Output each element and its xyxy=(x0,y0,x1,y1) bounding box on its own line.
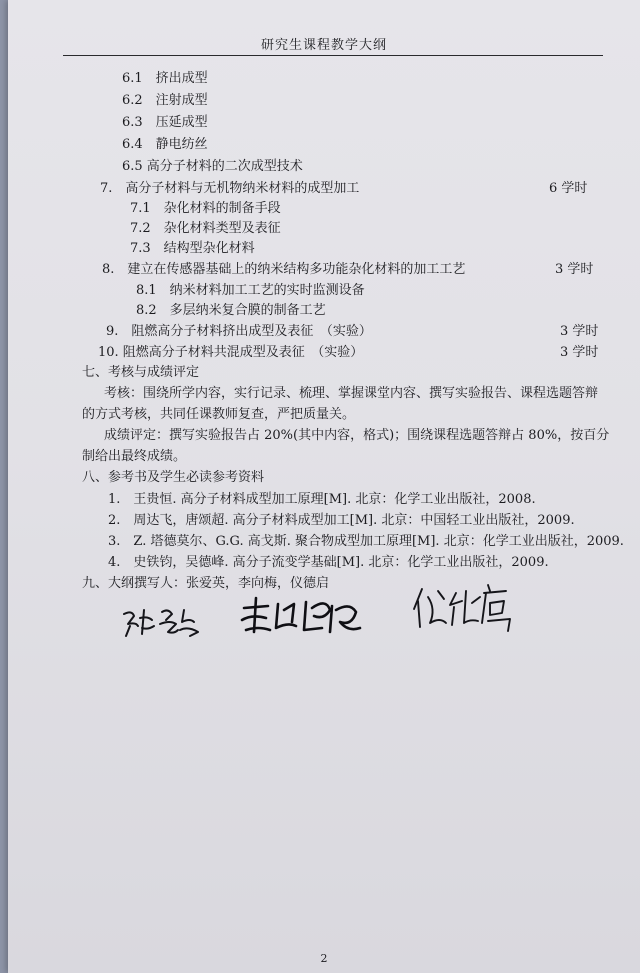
outline-item: 8. 建立在传感器基础上的纳米结构多功能杂化材料的加工工艺 xyxy=(102,262,466,277)
outline-item: 6.3 压延成型 xyxy=(122,115,208,130)
outline-hours: 3 学时 xyxy=(555,262,594,277)
outline-item: 7.3 结构型杂化材料 xyxy=(130,241,255,256)
signature-yi-deqi xyxy=(410,578,520,638)
outline-item: 9. 阻燃高分子材料挤出成型及表征 （实验） xyxy=(106,324,372,339)
assessment-method-line: 的方式考核，共同任课教师复查，严把质量关。 xyxy=(82,407,356,422)
outline-item: 10. 阻燃高分子材料共混成型及表征 （实验） xyxy=(98,345,364,360)
section-heading-references: 八、参考书及学生必读参考资料 xyxy=(82,470,265,485)
outline-item: 6.5 高分子材料的二次成型技术 xyxy=(122,159,303,174)
section-heading-assessment: 七、考核与成绩评定 xyxy=(82,365,200,380)
outline-hours: 3 学时 xyxy=(560,324,599,339)
outline-item: 6.4 静电纺丝 xyxy=(122,137,208,152)
reference-item: 3. Z. 塔德莫尔、G.G. 高戈斯. 聚合物成型加工原理[M]. 北京：化学工业出版社，2009. xyxy=(108,534,624,549)
outline-item: 6.1 挤出成型 xyxy=(122,71,208,86)
outline-item: 7.1 杂化材料的制备手段 xyxy=(130,201,281,216)
section-heading-authors: 九、大纲撰写人：张爱英，李向梅，仪德启 xyxy=(82,576,330,591)
page-number: 2 xyxy=(320,952,328,965)
signature-li-xiangmei xyxy=(236,586,366,646)
assessment-method-line: 考核：围绕所学内容，实行记录、梳理、掌握课堂内容、撰写实验报告、课程选题答辩 xyxy=(104,386,599,401)
assessment-grading-line: 成绩评定：撰写实验报告占 20%(其中内容，格式)；围绕课程选题答辩占 80%，按百分 xyxy=(104,428,610,443)
outline-item: 8.1 纳米材料加工工艺的实时监测设备 xyxy=(136,283,365,298)
reference-item: 4. 史铁钧，吴德峰. 高分子流变学基础[M]. 北京：化学工业出版社，2009. xyxy=(108,555,549,570)
outline-item: 8.2 多层纳米复合膜的制备工艺 xyxy=(136,303,326,318)
document-page xyxy=(8,0,640,973)
header-title: 研究生课程教学大纲 xyxy=(260,38,387,53)
outline-item: 6.2 注射成型 xyxy=(122,93,208,108)
assessment-grading-line: 制给出最终成绩。 xyxy=(82,449,187,464)
header-rule xyxy=(63,55,603,56)
reference-item: 2. 周达飞，唐颂超. 高分子材料成型加工[M]. 北京：中国轻工业出版社，2009. xyxy=(108,513,575,528)
signature-zhang-aiying xyxy=(118,592,208,652)
reference-item: 1. 王贵恒. 高分子材料成型加工原理[M]. 北京：化学工业出版社，2008. xyxy=(108,492,536,507)
outline-item: 7. 高分子材料与无机物纳米材料的成型加工 xyxy=(100,181,360,196)
outline-hours: 3 学时 xyxy=(560,345,599,360)
outline-hours: 6 学时 xyxy=(549,181,588,196)
outline-item: 7.2 杂化材料类型及表征 xyxy=(130,221,281,236)
